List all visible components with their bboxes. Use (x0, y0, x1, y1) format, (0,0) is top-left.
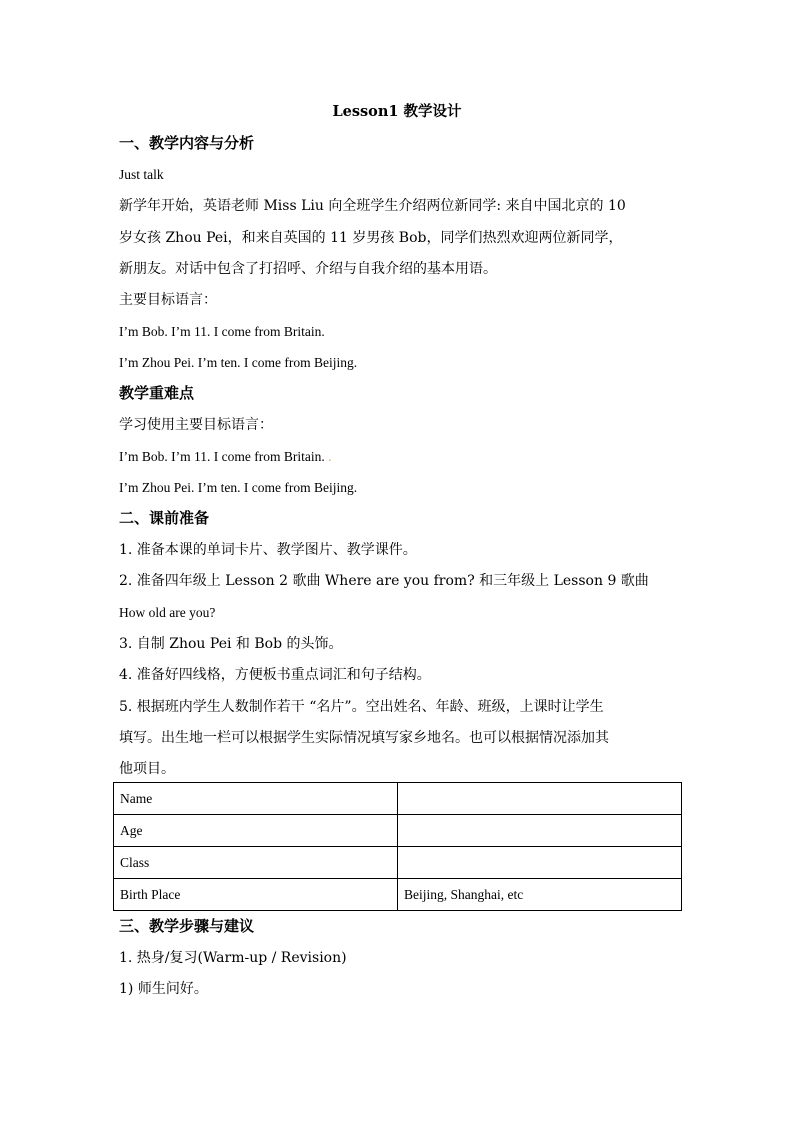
prep-item-1: 1. 准备本课的单词卡片、教学图片、教学课件。 (119, 542, 417, 558)
table-cell-value (398, 815, 682, 847)
section-heading-key-points: 教学重难点 (119, 384, 195, 402)
table-cell-value (398, 783, 682, 815)
key-sentence-bob: I’m Bob. I’m 11. I come from Britain. . (119, 449, 332, 464)
table-row (114, 815, 682, 847)
name-card-table (113, 782, 682, 911)
table-cell-label: Class (114, 847, 398, 879)
page-title: Lesson1 教学设计 (332, 103, 462, 120)
table-cell-value: Beijing, Shanghai, etc (398, 879, 682, 911)
prep-item-5-line-1: 5. 根据班内学生人数制作若干 “名片”。空出姓名、年龄、班级，上课时让学生 (119, 699, 604, 715)
paragraph-line-3: 新朋友。对话中包含了打招呼、介绍与自我介绍的基本用语。 (119, 261, 497, 277)
prep-item-5-line-3: 他项目。 (119, 761, 175, 777)
section-heading-teaching-steps: 三、教学步骤与建议 (119, 917, 255, 935)
paragraph-line-1: 新学年开始，英语老师 Miss Liu 向全班学生介绍两位新同学: 来自中国北京的 10 (119, 198, 626, 214)
table-cell-label: Birth Place (114, 879, 398, 911)
table-row (114, 847, 682, 879)
goal-language-label: 主要目标语言： (119, 292, 217, 308)
table-cell-label: Age (114, 815, 398, 847)
goal-sentence-bob: I’m Bob. I’m 11. I come from Britain. (119, 324, 325, 339)
table-cell-label: Name (114, 783, 398, 815)
subheading-just-talk: Just talk (119, 167, 164, 182)
section-heading-preparation: 二、课前准备 (119, 509, 210, 527)
key-points-label: 学习使用主要目标语言： (119, 417, 273, 433)
prep-item-2-continued: How old are you? (119, 605, 216, 620)
prep-item-5-line-2: 填写。出生地一栏可以根据学生实际情况填写家乡地名。也可以根据情况添加其 (119, 730, 609, 746)
table-row (114, 879, 682, 911)
step-1-1-greeting: 1) 师生问好。 (119, 981, 208, 997)
goal-sentence-zhou-pei: I’m Zhou Pei. I’m ten. I come from Beijing. (119, 355, 358, 370)
step-1-warm-up: 1. 热身/复习(Warm-up / Revision) (119, 950, 347, 966)
orange-dot-mark: . (328, 449, 332, 464)
key-sentence-zhou-pei: I’m Zhou Pei. I’m ten. I come from Beijing. (119, 480, 358, 495)
table-cell-value (398, 847, 682, 879)
paragraph-line-2: 岁女孩 Zhou Pei，和来自英国的 11 岁男孩 Bob，同学们热烈欢迎两位新同学， (119, 230, 623, 246)
prep-item-2: 2. 准备四年级上 Lesson 2 歌曲 Where are you from? 和三年级上 Lesson 9 歌曲 (119, 573, 649, 589)
section-heading-content-analysis: 一、教学内容与分析 (119, 134, 255, 152)
prep-item-4: 4. 准备好四线格，方便板书重点词汇和句子结构。 (119, 667, 431, 683)
table-row (114, 783, 682, 815)
prep-item-3: 3. 自制 Zhou Pei 和 Bob 的头饰。 (119, 636, 343, 652)
